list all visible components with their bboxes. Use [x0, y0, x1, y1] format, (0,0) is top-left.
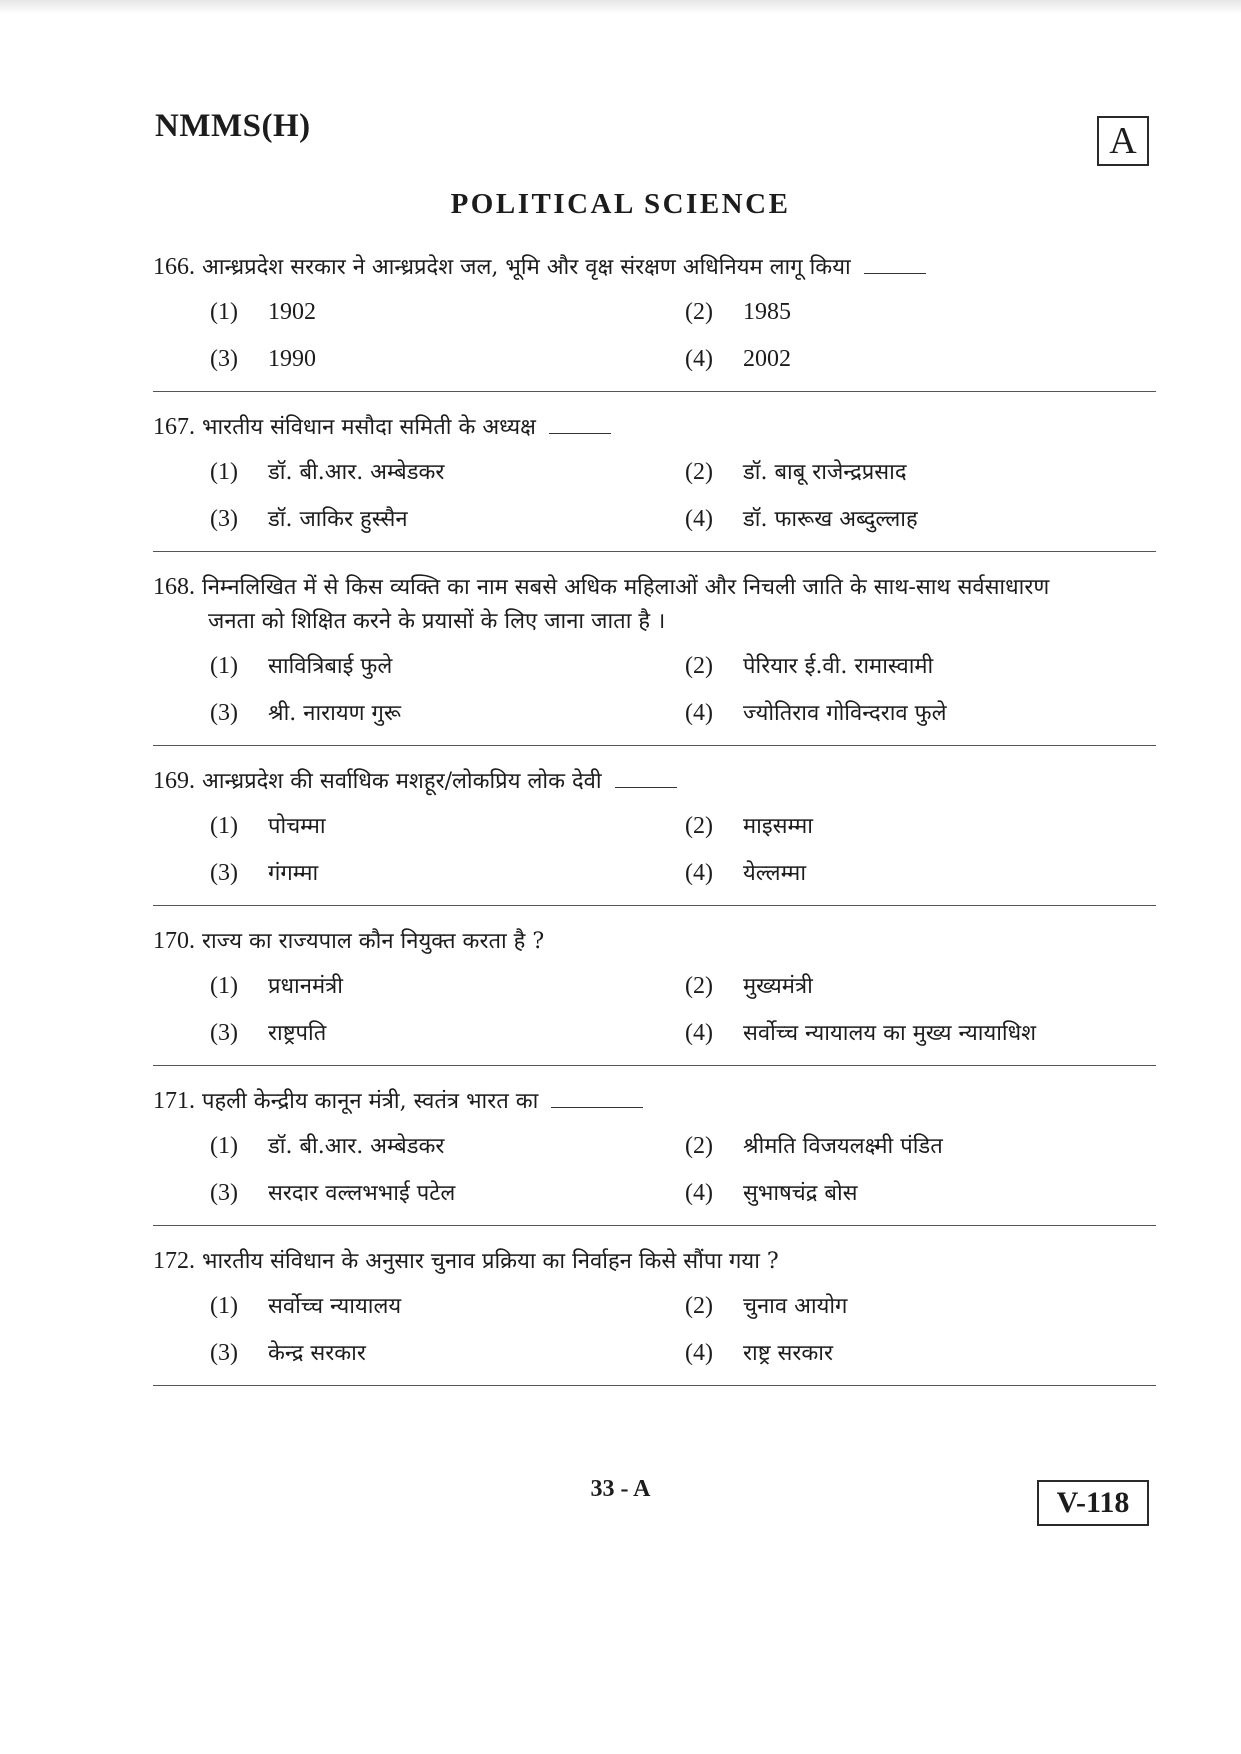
option-4[interactable]: (4) सर्वोच्च न्यायालय का मुख्य न्यायाधिश	[685, 1020, 1037, 1046]
question-number: 169.	[153, 768, 195, 794]
question-stem	[153, 250, 1156, 285]
booklet-code: V-118	[1056, 1486, 1130, 1519]
option-text: सरदार वल्लभभाई पटेल	[268, 1181, 456, 1206]
option-text: डॉ. बी.आर. अम्बेडकर	[268, 1134, 445, 1159]
question-number: 170.	[153, 928, 195, 954]
question-172	[153, 1244, 1156, 1386]
option-4[interactable]: (4) सुभाषचंद्र बोस	[685, 1180, 858, 1206]
question-text-line2: जनता को शिक्षित करने के प्रयासों के लिए जाना जाता है ।	[208, 609, 666, 634]
answer-blank	[551, 1089, 643, 1108]
option-text: डॉ. जाकिर हुस्सैन	[268, 507, 408, 532]
option-text: गंगम्मा	[268, 861, 319, 886]
option-2[interactable]: (2) 1985	[685, 299, 791, 325]
subject-title: POLITICAL SCIENCE	[450, 188, 791, 220]
question-170	[153, 924, 1156, 1066]
option-text: येल्लम्मा	[743, 861, 807, 886]
option-text: सर्वोच्च न्यायालय का मुख्य न्यायाधिश	[743, 1021, 1037, 1046]
option-2[interactable]: (2) चुनाव आयोग	[685, 1293, 848, 1319]
option-text: सर्वोच्च न्यायालय	[268, 1294, 402, 1319]
option-text: डॉ. फारूख अब्दुल्लाह	[743, 507, 918, 532]
answer-blank	[864, 255, 926, 274]
question-stem	[153, 764, 1156, 799]
option-3[interactable]: (3) श्री. नारायण गुरू	[210, 700, 402, 726]
option-1[interactable]: (1) प्रधानमंत्री	[210, 973, 343, 999]
set-label-box	[1097, 116, 1149, 166]
option-1[interactable]: (1) डॉ. बी.आर. अम्बेडकर	[210, 459, 445, 485]
exam-code: NMMS(H)	[155, 108, 311, 144]
option-4[interactable]: (4) येल्लम्मा	[685, 860, 807, 886]
option-4[interactable]: (4) 2002	[685, 346, 791, 372]
option-text: प्रधानमंत्री	[268, 974, 343, 999]
option-1[interactable]: (1) 1902	[210, 299, 316, 325]
option-1[interactable]: (1) सर्वोच्च न्यायालय	[210, 1293, 402, 1319]
option-text: 2002	[743, 346, 791, 372]
set-label: A	[1109, 120, 1137, 162]
option-2[interactable]: (2) श्रीमति विजयलक्ष्मी पंडित	[685, 1133, 943, 1159]
booklet-code-box	[1037, 1480, 1149, 1526]
option-2[interactable]: (2) माइसम्मा	[685, 813, 813, 839]
option-text: श्री. नारायण गुरू	[268, 701, 402, 726]
option-1[interactable]: (1) सावित्रिबाई फुले	[210, 653, 393, 679]
question-number: 168.	[153, 574, 195, 600]
question-number: 171.	[153, 1088, 195, 1114]
option-text: केन्द्र सरकार	[268, 1341, 366, 1366]
option-3[interactable]: (3) गंगम्मा	[210, 860, 319, 886]
question-stem	[153, 1244, 1156, 1279]
question-number: 166.	[153, 254, 195, 280]
option-grid	[153, 289, 1156, 383]
option-1[interactable]: (1) पोचम्मा	[210, 813, 326, 839]
question-text: भारतीय संविधान मसौदा समिती के अध्यक्ष	[202, 415, 536, 440]
option-4[interactable]: (4) ज्योतिराव गोविन्दराव फुले	[685, 700, 947, 726]
option-grid	[153, 449, 1156, 543]
option-text: राष्ट्रपति	[268, 1021, 327, 1046]
option-text: पेरियार ई.वी. रामास्वामी	[743, 654, 934, 679]
question-stem	[153, 410, 1156, 445]
option-text: सावित्रिबाई फुले	[268, 654, 393, 679]
question-text: भारतीय संविधान के अनुसार चुनाव प्रक्रिया का निर्वाहन किसे सौंपा गया ?	[202, 1249, 779, 1274]
question-stem	[153, 924, 1156, 959]
option-text: चुनाव आयोग	[743, 1294, 848, 1319]
option-4[interactable]: (4) डॉ. फारूख अब्दुल्लाह	[685, 506, 918, 532]
question-167	[153, 410, 1156, 552]
option-text: पोचम्मा	[268, 814, 326, 839]
question-number: 172.	[153, 1248, 195, 1274]
scan-edge	[0, 0, 1241, 14]
question-number: 167.	[153, 414, 195, 440]
option-4[interactable]: (4) राष्ट्र सरकार	[685, 1340, 833, 1366]
answer-blank	[549, 415, 611, 434]
option-text: 1902	[268, 299, 316, 325]
option-3[interactable]: (3) केन्द्र सरकार	[210, 1340, 366, 1366]
option-grid	[153, 1123, 1156, 1217]
question-stem	[153, 1084, 1156, 1119]
question-171	[153, 1084, 1156, 1226]
option-2[interactable]: (2) मुख्यमंत्री	[685, 973, 813, 999]
option-text: 1990	[268, 346, 316, 372]
option-3[interactable]: (3) 1990	[210, 346, 316, 372]
option-2[interactable]: (2) पेरियार ई.वी. रामास्वामी	[685, 653, 934, 679]
option-text: मुख्यमंत्री	[743, 974, 813, 999]
option-text: 1985	[743, 299, 791, 325]
option-text: राष्ट्र सरकार	[743, 1341, 833, 1366]
question-text: आन्ध्रप्रदेश की सर्वाधिक मशहूर/लोकप्रिय लोक देवी	[202, 769, 602, 794]
option-3[interactable]: (3) सरदार वल्लभभाई पटेल	[210, 1180, 456, 1206]
option-text: ज्योतिराव गोविन्दराव फुले	[743, 701, 947, 726]
option-text: डॉ. बी.आर. अम्बेडकर	[268, 460, 445, 485]
option-1[interactable]: (1) डॉ. बी.आर. अम्बेडकर	[210, 1133, 445, 1159]
question-169	[153, 764, 1156, 906]
option-2[interactable]: (2) डॉ. बाबू राजेन्द्रप्रसाद	[685, 459, 907, 485]
option-3[interactable]: (3) डॉ. जाकिर हुस्सैन	[210, 506, 408, 532]
option-grid	[153, 803, 1156, 897]
page-number: 33 - A	[590, 1476, 651, 1502]
question-text: पहली केन्द्रीय कानून मंत्री, स्वतंत्र भारत का	[202, 1089, 539, 1114]
option-grid	[153, 1283, 1156, 1377]
option-text: श्रीमति विजयलक्ष्मी पंडित	[743, 1134, 943, 1159]
option-text: सुभाषचंद्र बोस	[743, 1181, 858, 1206]
option-grid	[153, 963, 1156, 1057]
question-168	[153, 570, 1156, 746]
option-grid	[153, 643, 1156, 737]
question-text: निम्नलिखित में से किस व्यक्ति का नाम सबसे अधिक महिलाओं और निचली जाति के साथ-साथ सर्वसाधारण	[202, 575, 1050, 600]
question-166	[153, 250, 1156, 392]
option-text: माइसम्मा	[743, 814, 813, 839]
question-text: आन्ध्रप्रदेश सरकार ने आन्ध्रप्रदेश जल, भूमि और वृक्ष संरक्षण अधिनियम लागू किया	[202, 255, 851, 280]
question-text: राज्य का राज्यपाल कौन नियुक्त करता है ?	[202, 929, 545, 954]
option-3[interactable]: (3) राष्ट्रपति	[210, 1020, 327, 1046]
answer-blank	[615, 769, 677, 788]
question-stem	[153, 570, 1156, 639]
question-list	[153, 250, 1156, 1404]
option-text: डॉ. बाबू राजेन्द्रप्रसाद	[743, 460, 907, 485]
